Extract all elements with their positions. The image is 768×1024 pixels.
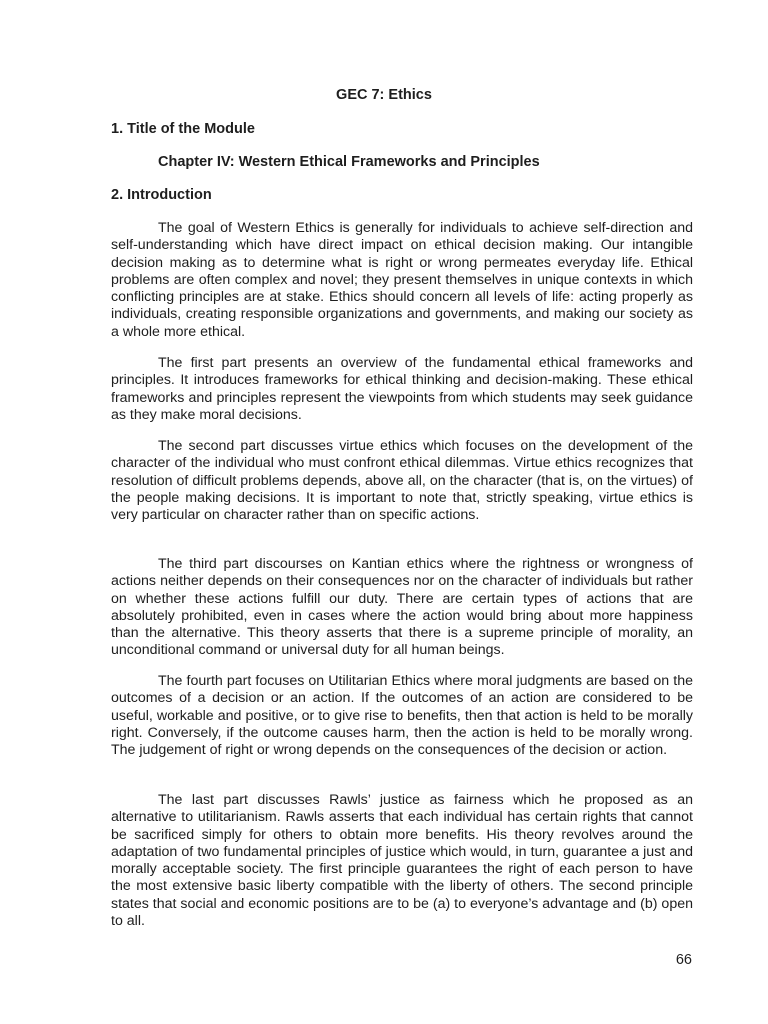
paragraph-last-part: The last part discusses Rawls’ justice as fairness which he proposed as an alternative to utilitarianism. Rawls asserts that each individual has certain rights that cannot be sacrificed simply for others to obtain more benefits. His theory revolves around the adaptation of two fundamental principles of justice which would, in turn, guarantee a just and morally acceptable society. The first principle guarantees the right of each person to have the most extensive basic liberty compatible with the liberty of others. The second principle states that social and economic positions are to be (a) to everyone’s advantage and (b) open to all. xyxy=(111,792,693,930)
course-title: GEC 7: Ethics xyxy=(336,87,432,103)
paragraph-third-part: The third part discourses on Kantian ethics where the rightness or wrongness of actions neither depends on their consequences nor on the character of individuals but rather on whether these actions fulfill our duty. There are certain types of actions that are absolutely prohibited, even in cases where the action would bring about more happiness than the alternative. This theory asserts that there is a supreme principle of morality, an unconditional command or universal duty for all human beings. xyxy=(111,556,693,659)
section-heading-title-of-module: 1. Title of the Module xyxy=(111,121,255,137)
paragraph-second-part: The second part discusses virtue ethics which focuses on the development of the character of the individual who must confront ethical dilemmas. Virtue ethics recognizes that resolution of difficult problems depends, above all, on the character (that is, on the virtues) of the people making decisions. It is important to note that, strictly speaking, virtue ethics is very particular on character rather than on specific actions. xyxy=(111,438,693,524)
page-number: 66 xyxy=(675,952,692,968)
chapter-title: Chapter IV: Western Ethical Frameworks and Principles xyxy=(158,154,540,170)
section-heading-introduction: 2. Introduction xyxy=(111,187,212,203)
paragraph-intro: The goal of Western Ethics is generally for individuals to achieve self-direction and self-understanding which have direct impact on ethical decision making. Our intangible decision making as to determine what is right or wrong permeates everyday life. Ethical problems are often complex and novel; they present themselves in unique contexts in which conflicting principles are at stake. Ethics should concern all levels of life: acting properly as individuals, creating responsible organizations and governments, and making our society as a whole more ethical. xyxy=(111,220,693,340)
paragraph-fourth-part: The fourth part focuses on Utilitarian Ethics where moral judgments are based on the outcomes of a decision or an action. If the outcomes of an action are considered to be useful, workable and positive, or to give rise to benefits, then that action is held to be morally right. Conversely, if the outcome causes harm, then the action is held to be morally wrong. The judgement of right or wrong depends on the consequences of the decision or action. xyxy=(111,673,693,759)
paragraph-first-part: The first part presents an overview of the fundamental ethical frameworks and principles. It introduces frameworks for ethical thinking and decision-making. These ethical frameworks and principles represent the viewpoints from which students may seek guidance as they make moral decisions. xyxy=(111,355,693,423)
